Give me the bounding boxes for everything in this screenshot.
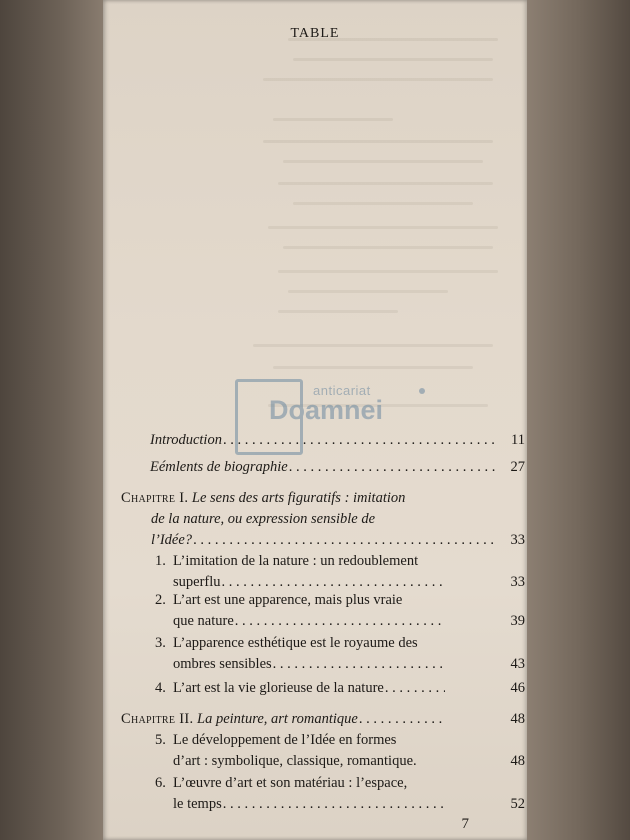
- dot-leader: [193, 530, 495, 551]
- book-page: [103, 0, 527, 840]
- toc-page-number: 52: [510, 796, 525, 812]
- toc-page-number: 11: [511, 432, 525, 448]
- toc-chapter-2: [121, 709, 525, 730]
- section-title-line: superflu: [173, 574, 221, 590]
- toc-section-3: [155, 633, 525, 675]
- section-title-line: d’art : symbolique, classique, romantique.: [173, 753, 417, 769]
- dot-leader: [235, 611, 445, 632]
- section-title-line: L’apparence esthétique est le royaume des: [173, 635, 418, 651]
- section-title-line: ombres sensibles: [173, 656, 272, 672]
- folio-page-number: 7: [461, 816, 469, 832]
- section-number: 3.: [155, 635, 166, 651]
- bleed-through-text: [103, 0, 527, 440]
- background-right: [527, 0, 630, 840]
- toc-entry-title: Eémlents de biographie: [150, 459, 288, 475]
- toc-section-5: [155, 730, 525, 772]
- toc-page-number: 46: [510, 680, 525, 696]
- watermark-small-text: anticariat: [313, 383, 371, 398]
- section-title-line: L’œuvre d’art et son matériau : l’espace,: [173, 775, 408, 791]
- section-title-line: que nature: [173, 613, 234, 629]
- toc-section-6: [155, 773, 525, 815]
- toc-page-number: 48: [510, 753, 525, 769]
- toc-entry-title: Introduction: [150, 432, 222, 448]
- background-left: [0, 0, 105, 840]
- section-number: 6.: [155, 775, 166, 791]
- toc-page-number: 43: [510, 656, 525, 672]
- section-title-line: L’imitation de la nature : un redoublement: [173, 553, 419, 569]
- dot-leader: [273, 654, 445, 675]
- toc-page-number: 48: [510, 711, 525, 727]
- toc-page-number: 27: [510, 459, 525, 475]
- toc-section-2: [155, 590, 525, 632]
- chapter-label: Chapitre I.: [121, 490, 189, 506]
- toc-section-1: [155, 551, 525, 593]
- watermark-dot-icon: [419, 388, 425, 394]
- section-title-line: Le développement de l’Idée en formes: [173, 732, 397, 748]
- dot-leader: [359, 709, 443, 730]
- toc-page-number: 33: [510, 532, 525, 548]
- dot-leader: [385, 678, 445, 699]
- watermark-big-text: Doamnei: [269, 395, 384, 425]
- toc-entry-introduction: [150, 430, 525, 451]
- section-title-line: L’art est une apparence, mais plus vraie: [173, 592, 403, 608]
- toc-page-number: 39: [510, 613, 525, 629]
- toc-chapter-1: [121, 488, 525, 551]
- chapter-title-line: Le sens des arts figuratifs : imitation: [191, 490, 406, 506]
- dot-leader: [289, 457, 495, 478]
- dot-leader: [223, 430, 495, 451]
- section-number: 1.: [155, 553, 166, 569]
- chapter-title: La peinture, art romantique: [197, 711, 358, 727]
- dot-leader: [223, 794, 445, 815]
- section-title-line: le temps: [173, 796, 222, 812]
- toc-entry-biographie: [150, 457, 525, 478]
- toc-page-number: 33: [510, 574, 525, 590]
- section-number: 2.: [155, 592, 166, 608]
- chapter-label: Chapitre II.: [121, 711, 194, 727]
- section-number: 4.: [155, 680, 166, 696]
- page-title: TABLE: [290, 26, 340, 41]
- section-title-line: L’art est la vie glorieuse de la nature: [173, 680, 384, 696]
- chapter-title-line: de la nature, ou expression sensible de: [151, 511, 376, 527]
- toc-section-4: [155, 678, 525, 699]
- chapter-title-line: l’Idée?: [151, 532, 193, 548]
- section-number: 5.: [155, 732, 166, 748]
